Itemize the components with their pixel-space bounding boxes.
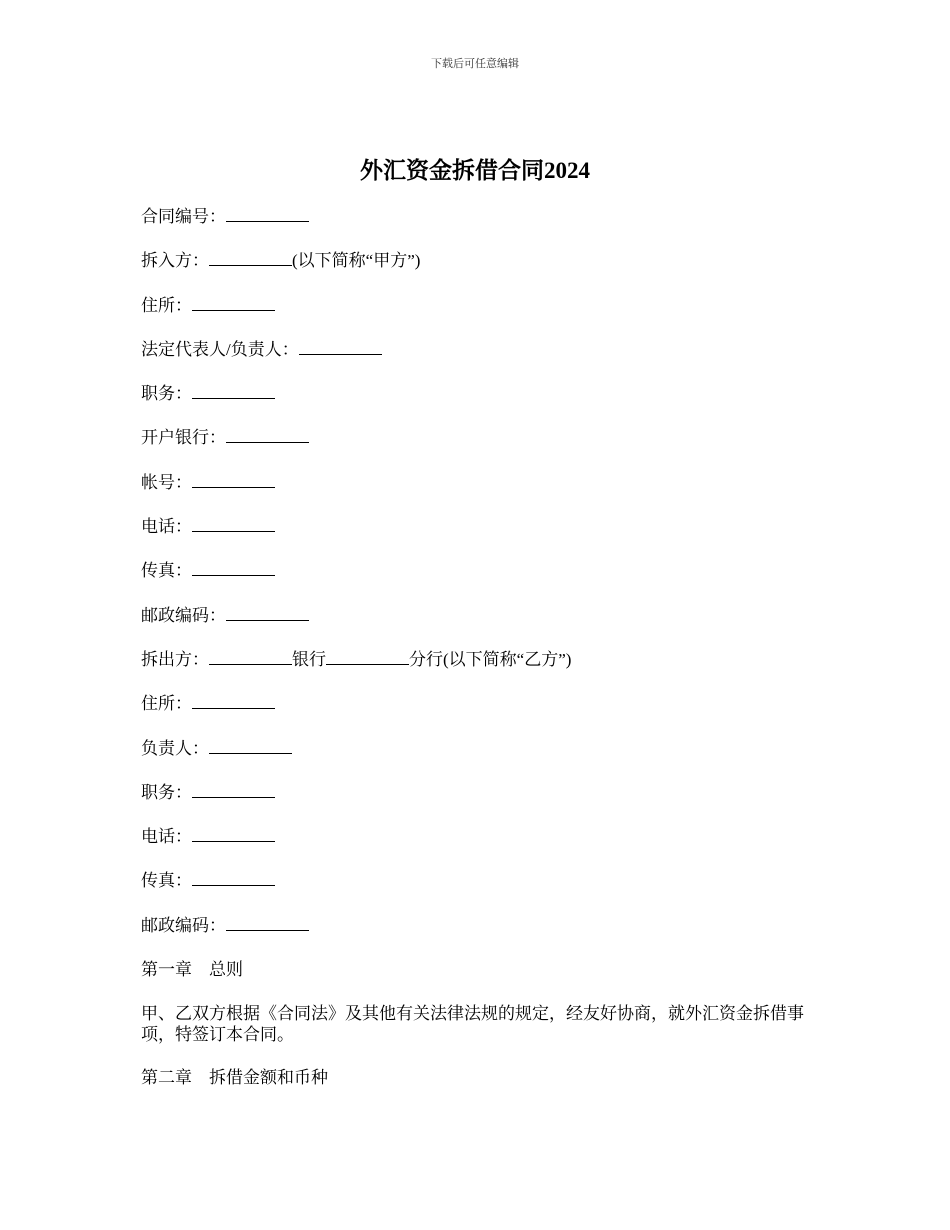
borrower-address-label: 住所： xyxy=(141,295,192,315)
borrower-postcode-line xyxy=(141,605,821,627)
lender-address-blank xyxy=(192,693,275,709)
borrower-bank-label: 开户银行： xyxy=(141,428,226,448)
borrower-rep-label: 法定代表人/负责人： xyxy=(141,339,299,359)
document-title: 外汇资金拆借合同2024 xyxy=(360,158,590,183)
header-note: 下载后可任意编辑 xyxy=(431,58,519,70)
borrower-position-line xyxy=(141,383,821,405)
lender-head-label: 负责人： xyxy=(141,738,209,758)
borrower-bank-blank xyxy=(226,427,309,443)
lender-label: 拆出方： xyxy=(141,649,209,669)
borrower-account-line xyxy=(141,472,821,494)
lender-fax-label: 传真： xyxy=(141,871,192,891)
lender-phone-label: 电话： xyxy=(141,827,192,847)
lender-bank-name-blank xyxy=(209,649,292,665)
borrower-phone-line xyxy=(141,516,821,538)
contract-number-line xyxy=(141,206,821,228)
lender-line xyxy=(141,649,821,671)
lender-branch-blank xyxy=(326,649,409,665)
lender-postcode-label: 邮政编码： xyxy=(141,915,226,935)
borrower-fax-line xyxy=(141,560,821,582)
borrower-account-label: 帐号： xyxy=(141,472,192,492)
contract-body xyxy=(141,206,821,1112)
borrower-rep-blank xyxy=(299,339,382,355)
borrower-position-blank xyxy=(192,383,275,399)
lender-address-line xyxy=(141,693,821,715)
borrower-line xyxy=(141,250,821,272)
borrower-account-blank xyxy=(192,472,275,488)
chapter-1-paragraph: 甲、乙双方根据《合同法》及其他有关法律法规的规定，经友好协商，就外汇资金拆借事项，特签订本合同。 xyxy=(141,1004,804,1045)
contract-number-label: 合同编号： xyxy=(141,207,226,226)
lender-head-blank xyxy=(209,738,292,754)
chapter-2-heading: 第二章 拆借金额和币种 xyxy=(141,1068,328,1088)
lender-position-line xyxy=(141,782,821,804)
borrower-fax-label: 传真： xyxy=(141,561,192,581)
lender-phone-line xyxy=(141,826,821,848)
lender-branch-suffix: 分行(以下简称“乙方”) xyxy=(409,649,572,669)
borrower-postcode-blank xyxy=(226,605,309,621)
lender-bank-word: 银行 xyxy=(292,649,326,669)
borrower-address-blank xyxy=(192,295,275,311)
lender-address-label: 住所： xyxy=(141,694,192,714)
borrower-phone-label: 电话： xyxy=(141,517,192,537)
lender-head-line xyxy=(141,738,821,760)
contract-number-blank xyxy=(226,206,309,222)
borrower-phone-blank xyxy=(192,516,275,532)
lender-postcode-blank xyxy=(226,915,309,931)
lender-fax-line xyxy=(141,870,821,892)
borrower-fax-blank xyxy=(192,560,275,576)
borrower-postcode-label: 邮政编码： xyxy=(141,605,226,625)
borrower-suffix: (以下简称“甲方”) xyxy=(292,251,421,271)
lender-phone-blank xyxy=(192,826,275,842)
borrower-label: 拆入方： xyxy=(141,251,209,271)
borrower-bank-line xyxy=(141,427,821,449)
borrower-rep-line xyxy=(141,339,821,361)
lender-postcode-line xyxy=(141,915,821,937)
borrower-address-line xyxy=(141,295,821,317)
lender-fax-blank xyxy=(192,870,275,886)
lender-position-label: 职务： xyxy=(141,782,192,802)
borrower-position-label: 职务： xyxy=(141,384,192,404)
chapter-1-heading: 第一章 总则 xyxy=(141,960,243,980)
lender-position-blank xyxy=(192,782,275,798)
borrower-blank xyxy=(209,250,292,266)
